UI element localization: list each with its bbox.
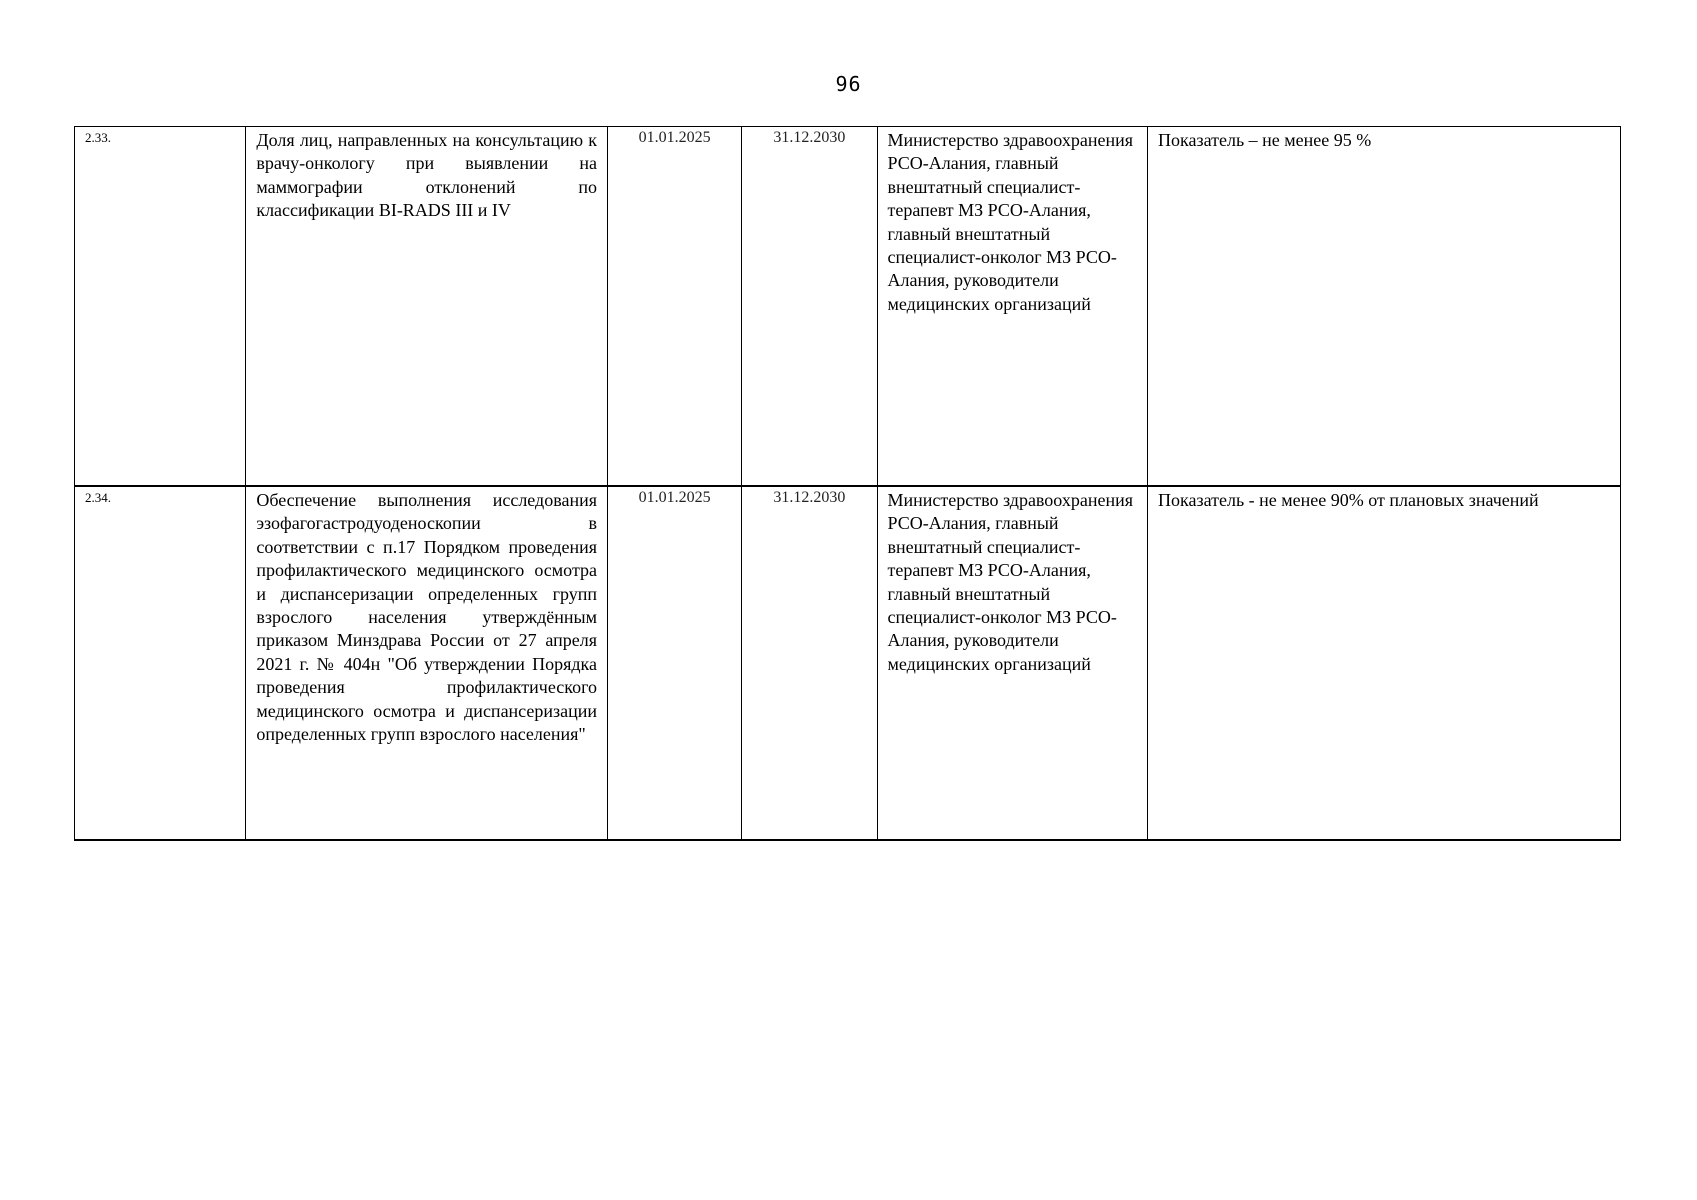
indicator-cell [1148, 486, 1621, 840]
indicator-cell [1148, 127, 1621, 487]
start-date-cell [608, 127, 742, 487]
responsible-cell [877, 127, 1148, 487]
measure-name-cell [246, 486, 608, 840]
end-date: 31.12.2030 [773, 489, 846, 506]
row-number-cell [75, 486, 246, 840]
start-date: 01.01.2025 [638, 489, 711, 506]
measure-name: Доля лиц, направленных на консультацию к врачу-онкологу при выявлении на маммографии отклонений по классификации BI-RADS III и IV [256, 130, 598, 221]
row-number-cell [75, 127, 246, 487]
end-date: 31.12.2030 [773, 129, 846, 146]
start-date-cell [608, 486, 742, 840]
measure-name-cell [246, 127, 608, 487]
responsible-executors: Министерство здравоохранения РСО-Алания, главный внештатный специалист-терапевт МЗ РСО-Алания, главный внештатный специалист-онколог МЗ РСО-Алания, руководители медицинских организаций [887, 490, 1134, 674]
measure-name: Обеспечение выполнения исследования эзофагогастродуоденоскопии в соответствии с п.17 Порядком проведения профилактического медицинского осмотра и диспансеризации определенных групп взрослого населения утверждённым приказом Минздрава России от 27 апреля 2021 г. № 404н "Об утверждении Порядка проведения профилактического медицинского осмотра и диспансеризации определенных групп взрослого населения" [256, 490, 598, 745]
page-number: 96 [835, 72, 862, 96]
row-number: 2.33. [85, 130, 111, 145]
end-date-cell [742, 486, 877, 840]
end-date-cell [742, 127, 877, 487]
responsible-cell [877, 486, 1148, 840]
indicator-text: Показатель – не менее 95 % [1158, 130, 1372, 150]
table-row [75, 127, 1621, 487]
table-row [75, 486, 1621, 840]
responsible-executors: Министерство здравоохранения РСО-Алания, главный внештатный специалист-терапевт МЗ РСО-Алания, главный внештатный специалист-онколог МЗ РСО-Алания, руководители медицинских организаций [887, 130, 1134, 314]
action-plan-table [74, 126, 1621, 841]
row-number: 2.34. [85, 490, 111, 505]
start-date: 01.01.2025 [638, 129, 711, 146]
indicator-text: Показатель - не менее 90% от плановых значений [1158, 490, 1539, 510]
